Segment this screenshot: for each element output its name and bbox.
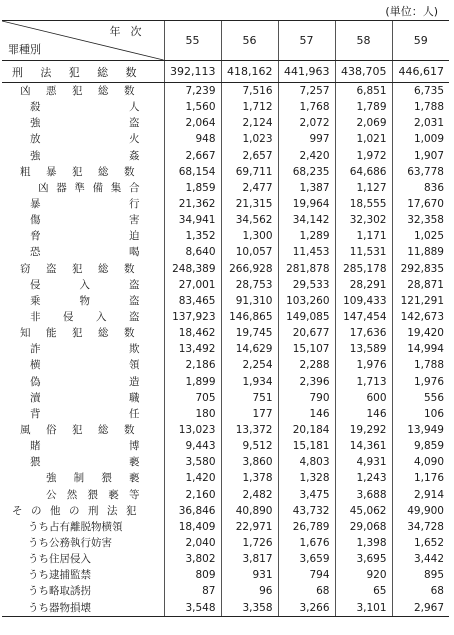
row-value: 147,454 <box>335 309 392 325</box>
table-row <box>2 390 449 406</box>
total-label: 刑法犯総数 <box>2 61 164 83</box>
row-label: 瀆職 <box>30 391 140 404</box>
row-label: うち住居侵入 <box>28 553 91 566</box>
total-value: 418,162 <box>221 61 278 83</box>
row-value: 751 <box>221 390 278 406</box>
row-label: 強姦 <box>30 149 140 162</box>
header-year-label: 年次 <box>109 25 152 38</box>
row-label: 放火 <box>30 133 140 146</box>
row-value: 3,548 <box>164 600 221 617</box>
row-value: 146,865 <box>221 309 278 325</box>
row-value: 2,477 <box>221 180 278 196</box>
row-value: 2,040 <box>164 535 221 551</box>
row-value: 11,453 <box>278 244 335 260</box>
row-value: 68 <box>278 583 335 599</box>
row-value: 13,492 <box>164 341 221 357</box>
row-value: 1,176 <box>392 470 449 486</box>
row-label: 偽造 <box>30 375 140 388</box>
row-value: 28,753 <box>221 277 278 293</box>
row-label: 賭博 <box>30 440 140 453</box>
row-value: 1,127 <box>335 180 392 196</box>
row-value: 1,378 <box>221 470 278 486</box>
total-value: 438,705 <box>335 61 392 83</box>
table-row <box>2 148 449 164</box>
row-label: 凶器準備集合 <box>38 181 140 194</box>
table-row <box>2 519 449 535</box>
row-value: 6,851 <box>335 83 392 100</box>
row-value: 1,398 <box>335 535 392 551</box>
row-value: 4,931 <box>335 454 392 470</box>
row-value: 2,482 <box>221 487 278 503</box>
row-label: 非侵入盗 <box>30 311 140 324</box>
crime-statistics-table <box>2 20 449 617</box>
row-value: 1,676 <box>278 535 335 551</box>
row-label: 強制猥褻 <box>46 472 140 485</box>
row-value: 3,101 <box>335 600 392 617</box>
row-value: 142,673 <box>392 309 449 325</box>
row-value: 1,859 <box>164 180 221 196</box>
row-value: 809 <box>164 567 221 583</box>
row-value: 248,389 <box>164 261 221 277</box>
total-value: 446,617 <box>392 61 449 83</box>
row-value: 997 <box>278 131 335 147</box>
row-value: 3,802 <box>164 551 221 567</box>
row-label: 知能犯総数 <box>20 327 136 340</box>
total-value: 441,963 <box>278 61 335 83</box>
year-header: 58 <box>335 21 392 61</box>
row-value: 6,735 <box>392 83 449 100</box>
row-value: 2,914 <box>392 487 449 503</box>
row-value: 266,928 <box>221 261 278 277</box>
row-value: 1,788 <box>392 99 449 115</box>
year-header: 56 <box>221 21 278 61</box>
row-value: 43,732 <box>278 503 335 519</box>
row-value: 931 <box>221 567 278 583</box>
row-value: 2,072 <box>278 115 335 131</box>
row-value: 15,181 <box>278 438 335 454</box>
row-value: 15,107 <box>278 341 335 357</box>
table-row <box>2 212 449 228</box>
row-value: 1,768 <box>278 99 335 115</box>
row-value: 121,291 <box>392 293 449 309</box>
row-label: 詐欺 <box>30 343 140 356</box>
row-value: 21,315 <box>221 196 278 212</box>
row-value: 83,465 <box>164 293 221 309</box>
row-label: うち公務執行妨害 <box>28 537 112 549</box>
row-value: 3,695 <box>335 551 392 567</box>
row-value: 146 <box>335 406 392 422</box>
row-value: 22,971 <box>221 519 278 535</box>
row-value: 2,160 <box>164 487 221 503</box>
row-label: 恐喝 <box>30 246 140 259</box>
row-value: 68,154 <box>164 164 221 180</box>
row-value: 69,711 <box>221 164 278 180</box>
table-row <box>2 244 449 260</box>
row-label: 脅迫 <box>30 230 140 243</box>
row-value: 3,860 <box>221 454 278 470</box>
row-label: 殺人 <box>30 101 140 114</box>
table-row <box>2 309 449 325</box>
row-label: 暴行 <box>30 198 140 211</box>
row-label: 傷害 <box>30 214 140 227</box>
row-value: 836 <box>392 180 449 196</box>
row-value: 7,516 <box>221 83 278 100</box>
row-label: 窃盗犯総数 <box>20 262 136 275</box>
row-value: 1,289 <box>278 228 335 244</box>
table-row <box>2 115 449 131</box>
table-row <box>2 131 449 147</box>
row-value: 20,184 <box>278 422 335 438</box>
row-value: 137,923 <box>164 309 221 325</box>
row-value: 1,420 <box>164 470 221 486</box>
table-row <box>2 487 449 503</box>
row-value: 26,789 <box>278 519 335 535</box>
table-row <box>2 551 449 567</box>
row-value: 556 <box>392 390 449 406</box>
row-value: 149,085 <box>278 309 335 325</box>
row-value: 1,788 <box>392 357 449 373</box>
row-value: 109,433 <box>335 293 392 309</box>
row-value: 29,068 <box>335 519 392 535</box>
row-value: 45,062 <box>335 503 392 519</box>
table-row <box>2 406 449 422</box>
table-row <box>2 567 449 583</box>
table-row <box>2 454 449 470</box>
table-row <box>2 293 449 309</box>
table-row <box>2 277 449 293</box>
row-value: 14,361 <box>335 438 392 454</box>
row-value: 3,266 <box>278 600 335 617</box>
table-row <box>2 357 449 373</box>
row-value: 32,302 <box>335 212 392 228</box>
row-value: 17,670 <box>392 196 449 212</box>
row-value: 3,358 <box>221 600 278 617</box>
row-value: 64,686 <box>335 164 392 180</box>
row-value: 68,235 <box>278 164 335 180</box>
row-value: 28,291 <box>335 277 392 293</box>
row-value: 4,090 <box>392 454 449 470</box>
row-value: 1,025 <box>392 228 449 244</box>
row-label: 背任 <box>30 407 140 420</box>
row-value: 2,069 <box>335 115 392 131</box>
row-value: 96 <box>221 583 278 599</box>
table-row <box>2 180 449 196</box>
row-value: 8,640 <box>164 244 221 260</box>
row-value: 11,889 <box>392 244 449 260</box>
row-value: 3,817 <box>221 551 278 567</box>
row-label: うち逮捕監禁 <box>28 569 91 582</box>
table-row <box>2 583 449 599</box>
row-value: 1,907 <box>392 148 449 164</box>
row-value: 3,475 <box>278 487 335 503</box>
row-label: 強盗 <box>30 117 140 130</box>
row-value: 1,387 <box>278 180 335 196</box>
row-value: 14,629 <box>221 341 278 357</box>
row-value: 1,352 <box>164 228 221 244</box>
row-value: 705 <box>164 390 221 406</box>
row-value: 292,835 <box>392 261 449 277</box>
row-value: 19,745 <box>221 325 278 341</box>
table-row <box>2 600 449 617</box>
header-category-label: 罪種別 <box>8 43 41 56</box>
row-value: 11,531 <box>335 244 392 260</box>
row-value: 65 <box>335 583 392 599</box>
table-row <box>2 535 449 551</box>
row-label: 猥褻 <box>30 456 140 469</box>
table-row <box>2 228 449 244</box>
table-row <box>2 99 449 115</box>
row-value: 19,292 <box>335 422 392 438</box>
row-value: 14,994 <box>392 341 449 357</box>
row-value: 146 <box>278 406 335 422</box>
row-value: 91,310 <box>221 293 278 309</box>
row-value: 177 <box>221 406 278 422</box>
row-value: 1,023 <box>221 131 278 147</box>
row-value: 281,878 <box>278 261 335 277</box>
year-header: 55 <box>164 21 221 61</box>
row-label: うち占有離脱物横領 <box>28 520 123 533</box>
row-value: 1,712 <box>221 99 278 115</box>
row-value: 18,555 <box>335 196 392 212</box>
row-value: 9,512 <box>221 438 278 454</box>
row-value: 2,031 <box>392 115 449 131</box>
row-value: 2,288 <box>278 357 335 373</box>
row-value: 1,009 <box>392 131 449 147</box>
row-value: 34,562 <box>221 212 278 228</box>
row-label: 侵入盗 <box>30 278 140 291</box>
row-value: 13,023 <box>164 422 221 438</box>
row-value: 10,057 <box>221 244 278 260</box>
row-label: 乗物盗 <box>30 294 140 307</box>
table-row <box>2 503 449 519</box>
row-label: 横領 <box>30 359 140 372</box>
row-value: 3,659 <box>278 551 335 567</box>
table-row <box>2 164 449 180</box>
row-value: 19,964 <box>278 196 335 212</box>
row-value: 28,871 <box>392 277 449 293</box>
row-value: 7,257 <box>278 83 335 100</box>
row-value: 2,396 <box>278 374 335 390</box>
table-row <box>2 261 449 277</box>
total-row <box>2 61 449 83</box>
row-value: 1,652 <box>392 535 449 551</box>
row-value: 2,667 <box>164 148 221 164</box>
row-value: 948 <box>164 131 221 147</box>
row-value: 2,967 <box>392 600 449 617</box>
row-value: 9,859 <box>392 438 449 454</box>
row-value: 4,803 <box>278 454 335 470</box>
row-value: 3,688 <box>335 487 392 503</box>
row-value: 1,328 <box>278 470 335 486</box>
row-label: 凶悪犯総数 <box>20 85 136 98</box>
row-value: 17,636 <box>335 325 392 341</box>
row-value: 1,560 <box>164 99 221 115</box>
unit-label: (単位：人) <box>385 5 438 18</box>
row-label: うち略取誘拐 <box>28 585 91 598</box>
row-value: 1,899 <box>164 374 221 390</box>
table-row <box>2 341 449 357</box>
row-value: 13,372 <box>221 422 278 438</box>
row-value: 895 <box>392 567 449 583</box>
row-value: 106 <box>392 406 449 422</box>
row-value: 13,589 <box>335 341 392 357</box>
header-row <box>2 21 449 61</box>
table-row <box>2 422 449 438</box>
row-value: 19,420 <box>392 325 449 341</box>
header-corner-cell <box>2 21 164 61</box>
row-value: 2,657 <box>221 148 278 164</box>
row-value: 3,580 <box>164 454 221 470</box>
row-value: 180 <box>164 406 221 422</box>
row-value: 1,171 <box>335 228 392 244</box>
row-value: 1,300 <box>221 228 278 244</box>
table-row <box>2 438 449 454</box>
row-value: 18,409 <box>164 519 221 535</box>
row-value: 34,728 <box>392 519 449 535</box>
row-value: 27,001 <box>164 277 221 293</box>
row-value: 2,124 <box>221 115 278 131</box>
row-value: 18,462 <box>164 325 221 341</box>
row-value: 13,949 <box>392 422 449 438</box>
row-value: 40,890 <box>221 503 278 519</box>
row-value: 1,972 <box>335 148 392 164</box>
row-value: 32,358 <box>392 212 449 228</box>
row-value: 21,362 <box>164 196 221 212</box>
row-value: 285,178 <box>335 261 392 277</box>
row-value: 63,778 <box>392 164 449 180</box>
row-value: 1,243 <box>335 470 392 486</box>
row-value: 2,420 <box>278 148 335 164</box>
year-header: 59 <box>392 21 449 61</box>
table-row <box>2 196 449 212</box>
row-value: 3,442 <box>392 551 449 567</box>
row-value: 87 <box>164 583 221 599</box>
row-value: 790 <box>278 390 335 406</box>
row-value: 34,941 <box>164 212 221 228</box>
row-value: 1,726 <box>221 535 278 551</box>
row-value: 600 <box>335 390 392 406</box>
row-value: 36,846 <box>164 503 221 519</box>
row-value: 68 <box>392 583 449 599</box>
row-value: 20,677 <box>278 325 335 341</box>
row-label: 粗暴犯総数 <box>20 165 136 178</box>
row-value: 2,064 <box>164 115 221 131</box>
row-value: 2,254 <box>221 357 278 373</box>
row-label: 風俗犯総数 <box>20 424 136 437</box>
row-value: 103,260 <box>278 293 335 309</box>
row-value: 1,021 <box>335 131 392 147</box>
row-value: 1,713 <box>335 374 392 390</box>
row-value: 1,789 <box>335 99 392 115</box>
table-row <box>2 374 449 390</box>
row-label: 公然猥褻等 <box>46 488 140 501</box>
row-value: 1,976 <box>392 374 449 390</box>
table-row <box>2 470 449 486</box>
row-value: 2,186 <box>164 357 221 373</box>
row-value: 794 <box>278 567 335 583</box>
table-row <box>2 325 449 341</box>
row-label: その他の刑法犯 <box>12 504 138 517</box>
row-value: 29,533 <box>278 277 335 293</box>
table-row <box>2 83 449 100</box>
row-label: うち器物損壊 <box>2 600 164 617</box>
year-header: 57 <box>278 21 335 61</box>
row-value: 49,900 <box>392 503 449 519</box>
row-value: 1,976 <box>335 357 392 373</box>
row-value: 7,239 <box>164 83 221 100</box>
row-value: 34,142 <box>278 212 335 228</box>
row-value: 920 <box>335 567 392 583</box>
total-value: 392,113 <box>164 61 221 83</box>
row-value: 9,443 <box>164 438 221 454</box>
row-value: 1,934 <box>221 374 278 390</box>
